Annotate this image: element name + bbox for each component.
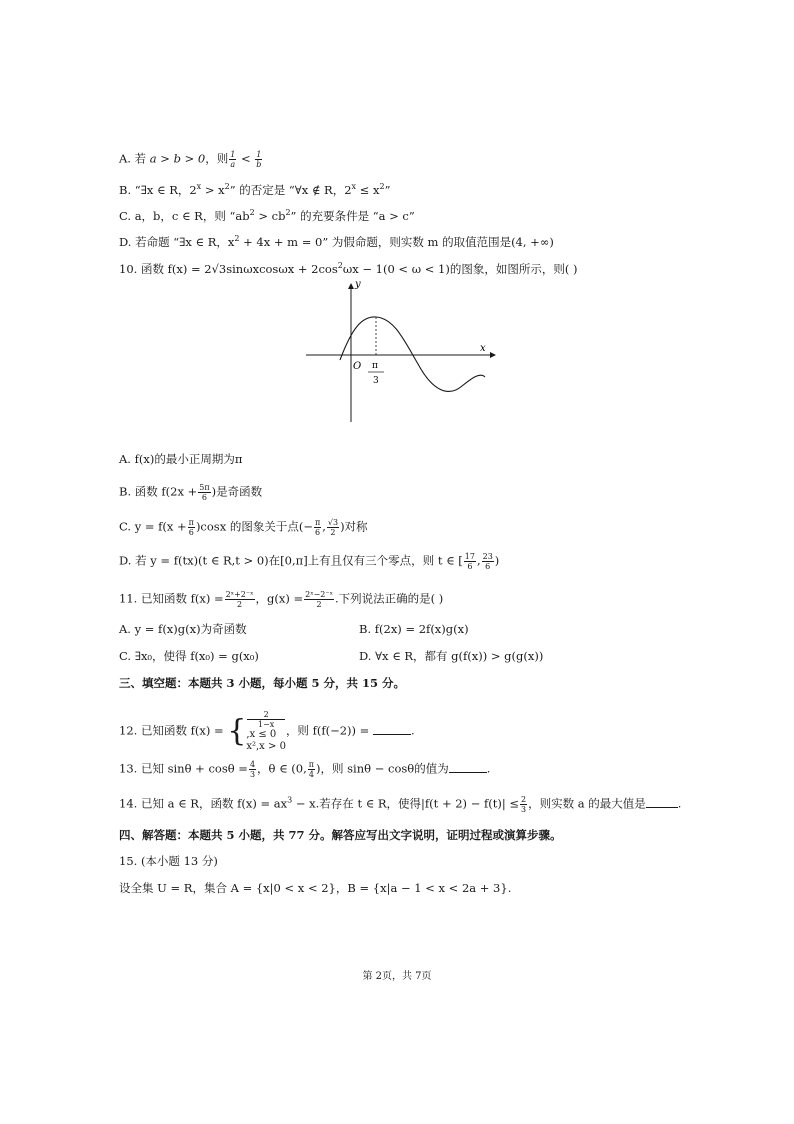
fraction: $\frac{23}{6}$ <box>482 552 493 571</box>
q9-option-a: A. 若 a > b > 0，则 $\frac{1}{a}$ < $\frac{1}{b}$ <box>119 150 262 169</box>
q10-option-d: D. 若 y = f(tx)(t ∈ R,t > 0)在[0,π]上有且仅有三个零点，则 t ∈ [ $\frac{17}{6}$ , $\frac{23}{6}$ ) <box>119 552 500 571</box>
fraction: $\frac{\pi}{6}$ <box>188 518 194 537</box>
q9-option-b: B. “∃x ∈ R，$2^x > x^2$” 的否定是 “∀x ∉ R，$2^x \le x^2$” <box>119 182 391 197</box>
fraction: $\frac{\pi}{6}$ <box>314 518 321 537</box>
curve <box>340 317 485 392</box>
q10-option-b: B. 函数 f(2x + $\frac{5\pi}{6}$ )是奇函数 <box>119 483 263 502</box>
fraction: $\frac{4}{3}$ <box>249 760 256 779</box>
tick-numerator: π <box>372 361 378 371</box>
fraction: $\frac{1}{b}$ <box>256 150 262 169</box>
page-footer: 第 2页，共 7页 <box>362 971 432 982</box>
y-label: y <box>355 280 361 290</box>
x-axis-arrow <box>490 352 496 358</box>
q11-option-a: A. y = f(x)g(x)为奇函数 <box>119 622 247 636</box>
q14: 14. 已知 a ∈ R，函数 $f(x) = ax^3 - x$.若存在 t ∈ R，使得|f(t + 2) − f(t)| ≤ $\frac{2}{3}$ ，则实数 a 的最大值是 . <box>119 795 682 814</box>
fraction: $\frac{\text{2ˣ+2⁻ˣ}}{2}$ <box>225 590 254 609</box>
q11-option-c: C. ∃x₀，使得 f(x₀) = g(x₀) <box>119 649 259 663</box>
q10-stem: 10. 函数 $f(x) = 2√3\sin\omega xcos\omega x + 2\cos^2\omega x - 1(0 < \omega < 1)$的图象，如图所示，则( ) <box>119 261 578 276</box>
q13: 13. 已知 sinθ + cosθ = $\frac{4}{3}$ ，θ ∈ (0, $\frac{\pi}{4}$ )，则 sinθ − cosθ的值为 . <box>119 760 491 779</box>
piecewise-function: { 2 1−x ,x ≤ 0 x²,x > 0 <box>227 710 286 752</box>
origin-label: O <box>353 361 362 372</box>
y-axis-arrow <box>348 283 354 289</box>
fraction: $\frac{17}{6}$ <box>464 552 475 571</box>
q15-body: 设全集 U = R，集合 A = {x|0 < x < 2}，B = {x|a − 1 < x < 2a + 3}. <box>119 881 512 895</box>
q11-stem: 11. 已知函数 f(x) = $\frac{\text{2ˣ+2⁻ˣ}}{2}$ ，g(x) = $\frac{\text{2ˣ−2⁻ˣ}}{2}$ .下列说法正确的是( ) <box>119 590 444 609</box>
fraction: $\frac{2}{3}$ <box>521 795 527 814</box>
fraction: $\frac{5\pi}{6}$ <box>199 483 210 502</box>
answer-blank <box>449 762 487 773</box>
fraction: $\frac{\pi}{4}$ <box>308 760 315 779</box>
q10-option-a: A. f(x)的最小正周期为π <box>119 452 243 466</box>
x-label: x <box>480 343 486 354</box>
answer-blank <box>646 797 678 808</box>
fraction: $\frac{√3}{2}$ <box>327 518 339 537</box>
section-3-heading: 三、填空题：本题共 3 小题，每小题 5 分，共 15 分。 <box>119 676 406 690</box>
section-4-heading: 四、解答题：本题共 5 小题，共 77 分。解答应写出文字说明，证明过程或演算步骤。 <box>119 828 562 842</box>
q10-option-c: C. y = f(x + $\frac{\pi}{6}$ )cosx 的图象关于点(− $\frac{\pi}{6}$ , $\frac{√3}{2}$ )对称 <box>119 518 368 537</box>
answer-blank <box>373 724 411 735</box>
q12: 12. 已知函数 f(x) = { 2 1−x ,x ≤ 0 x²,x > 0 ，则 f(f(−2)) = . <box>119 710 415 752</box>
q11-option-b: B. f(2x) = 2f(x)g(x) <box>359 622 469 636</box>
q9-option-d: D. 若命题 “∃x ∈ R，$x^2 + 4x + m = 0$” 为假命题，则实数 m 的取值范围是(4, +∞) <box>119 234 554 249</box>
fraction: $\frac{1}{a}$ <box>230 150 236 169</box>
fraction: $\frac{\text{2ˣ−2⁻ˣ}}{2}$ <box>305 590 334 609</box>
sine-graph <box>300 280 500 425</box>
q9-option-c: C. a，b，c ∈ R，则 “$ab^2 > cb^2$” 的充要条件是 “a > c” <box>119 208 415 223</box>
q15-title: 15. (本小题 13 分) <box>119 854 218 868</box>
tick-denominator: 3 <box>373 376 379 386</box>
q11-option-d: D. ∀x ∈ R，都有 g(f(x)) > g(g(x)) <box>359 649 544 663</box>
